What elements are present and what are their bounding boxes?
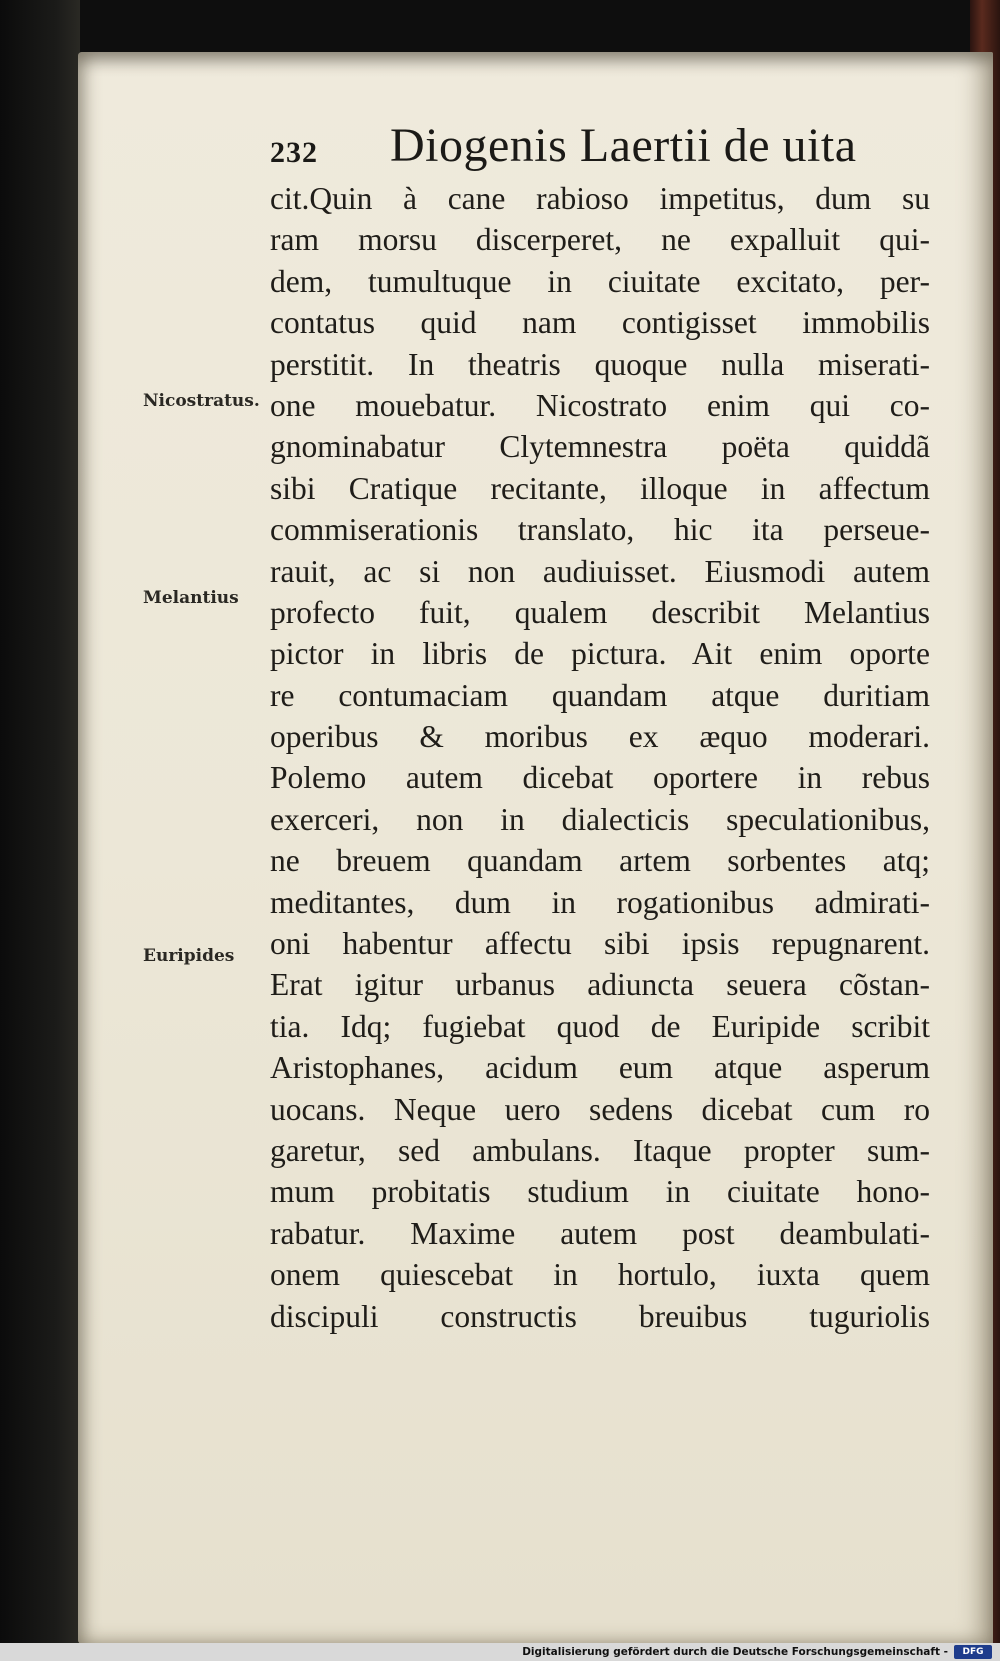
text-line: sibi Cratique recitante, illoque in affectum — [270, 470, 930, 506]
margin-note-nicostratus: Nicostratus. — [143, 391, 260, 411]
text-line: rauit, ac si non audiuisset. Eiusmodi autem — [270, 553, 930, 589]
text-line: one mouebatur. Nicostrato enim qui co- — [270, 387, 930, 423]
text-line: contatus quid nam contigisset immobilis — [270, 305, 930, 341]
text-line: onem quiescebat in hortulo, iuxta quem — [270, 1257, 930, 1293]
text-line: oni habentur affectu sibi ipsis repugnarent. — [270, 926, 930, 962]
dfg-logo: DFG — [954, 1645, 992, 1659]
footer-bar — [0, 1643, 1000, 1661]
margin-note-euripides: Euripides — [143, 946, 235, 966]
text-line: Erat igitur urbanus adiuncta seuera cõstan- — [270, 967, 930, 1003]
text-line: ram morsu discerperet, ne expalluit qui- — [270, 222, 930, 258]
margin-note-melantius: Melantius — [143, 588, 239, 608]
scan-background-left — [0, 0, 80, 1661]
scan-background-top — [0, 0, 1000, 60]
text-line: Aristophanes, acidum eum atque asperum — [270, 1050, 930, 1086]
text-line: meditantes, dum in rogationibus admirati- — [270, 884, 930, 920]
text-line: re contumaciam quandam atque duritiam — [270, 677, 930, 713]
funding-credit: Digitalisierung gefördert durch die Deutsche Forschungsgemeinschaft - — [522, 1646, 948, 1658]
text-line: commiserationis translato, hic ita perseue- — [270, 512, 930, 548]
page-header — [270, 118, 940, 180]
text-line: cit.Quin à cane rabioso impetitus, dum su — [270, 181, 930, 216]
text-line: tia. Idq; fugiebat quod de Euripide scribit — [270, 1008, 930, 1044]
running-head: Diogenis Laertii de uita — [390, 119, 857, 172]
text-line: ne breuem quandam artem sorbentes atq; — [270, 843, 930, 879]
text-line: exerceri, non in dialecticis speculationibus, — [270, 801, 930, 837]
text-line: perstitit. In theatris quoque nulla miserati- — [270, 346, 930, 382]
text-line: pictor in libris de pictura. Ait enim oporte — [270, 636, 930, 672]
text-line: discipuli constructis breuibus tuguriolis — [270, 1298, 930, 1334]
text-line: Polemo autem dicebat oportere in rebus — [270, 760, 930, 796]
body-text — [270, 178, 930, 1337]
text-line: uocans. Neque uero sedens dicebat cum ro — [270, 1091, 930, 1127]
text-line: mum probitatis studium in ciuitate hono- — [270, 1174, 930, 1210]
text-line: gnominabatur Clytemnestra poëta quiddã — [270, 429, 930, 465]
text-line: operibus & moribus ex æquo moderari. — [270, 719, 930, 755]
text-line: profecto fuit, qualem describit Melantius — [270, 594, 930, 630]
page-number: 232 — [270, 136, 318, 169]
text-line: garetur, sed ambulans. Itaque propter sum- — [270, 1132, 930, 1168]
text-line: rabatur. Maxime autem post deambulati- — [270, 1215, 930, 1251]
text-line: dem, tumultuque in ciuitate excitato, per- — [270, 263, 930, 299]
